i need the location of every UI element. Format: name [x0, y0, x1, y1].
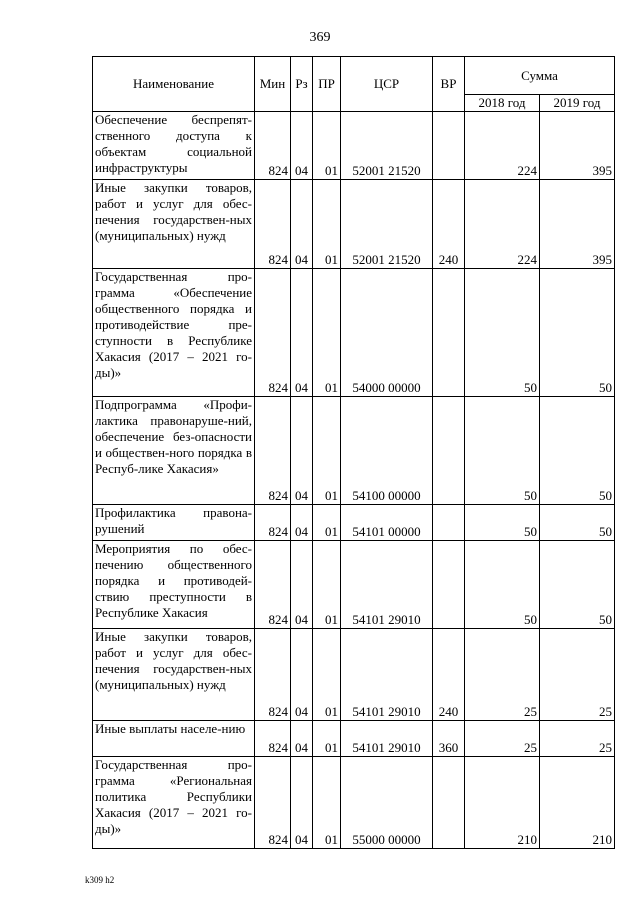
row-vr: 360 [433, 721, 465, 757]
row-vr [433, 269, 465, 397]
row-vr [433, 112, 465, 180]
row-sum-2019: 50 [540, 541, 615, 629]
row-name: Государственная про-грамма «Региональная политика Республики Хакасия (2017 – 2021 го-ды)» [93, 757, 255, 849]
row-name: Подпрограмма «Профи-лактика правонаруше-ний, обеспечение без-опасности и обществен-ного порядка в Респуб-лике Хакасия» [93, 397, 255, 505]
row-min: 824 [255, 721, 291, 757]
row-csr: 55000 00000 [341, 757, 433, 849]
row-min: 824 [255, 269, 291, 397]
footer-code: k309 h2 [85, 875, 115, 885]
row-sum-2019: 395 [540, 180, 615, 269]
row-csr: 52001 21520 [341, 180, 433, 269]
table-row [93, 112, 615, 180]
header-year-2019: 2019 год [540, 95, 615, 112]
header-vr: ВР [433, 57, 465, 112]
row-csr: 54101 00000 [341, 505, 433, 541]
table-row [93, 180, 615, 269]
row-rz: 04 [291, 505, 313, 541]
row-min: 824 [255, 180, 291, 269]
row-name: Обеспечение беспрепят-ственного доступа к объектам социальной инфраструктуры [93, 112, 255, 180]
row-csr: 52001 21520 [341, 112, 433, 180]
row-csr: 54100 00000 [341, 397, 433, 505]
row-pr: 01 [313, 112, 341, 180]
row-vr: 240 [433, 629, 465, 721]
row-rz: 04 [291, 180, 313, 269]
row-sum-2019: 50 [540, 505, 615, 541]
row-pr: 01 [313, 269, 341, 397]
row-pr: 01 [313, 541, 341, 629]
row-sum-2018: 50 [465, 541, 540, 629]
row-pr: 01 [313, 721, 341, 757]
row-sum-2018: 25 [465, 629, 540, 721]
row-sum-2019: 395 [540, 112, 615, 180]
row-rz: 04 [291, 541, 313, 629]
table-row [93, 541, 615, 629]
table-row [93, 397, 615, 505]
row-vr [433, 397, 465, 505]
row-sum-2018: 50 [465, 397, 540, 505]
row-min: 824 [255, 112, 291, 180]
row-sum-2018: 210 [465, 757, 540, 849]
row-sum-2018: 224 [465, 112, 540, 180]
row-name: Государственная про-грамма «Обеспечение общественного порядка и противодействие пре-ступности в Республике Хакасия (2017 – 2021 го-ды)» [93, 269, 255, 397]
header-min: Мин [255, 57, 291, 112]
row-csr: 54101 29010 [341, 629, 433, 721]
row-csr: 54101 29010 [341, 721, 433, 757]
row-min: 824 [255, 541, 291, 629]
row-rz: 04 [291, 397, 313, 505]
table-row [93, 721, 615, 757]
row-sum-2019: 50 [540, 397, 615, 505]
row-pr: 01 [313, 505, 341, 541]
row-sum-2018: 50 [465, 269, 540, 397]
row-name: Иные закупки товаров, работ и услуг для обес-печения государствен-ных (муниципальных) нужд [93, 629, 255, 721]
row-vr: 240 [433, 180, 465, 269]
row-rz: 04 [291, 112, 313, 180]
row-vr [433, 757, 465, 849]
header-year-2018: 2018 год [465, 95, 540, 112]
row-pr: 01 [313, 629, 341, 721]
row-min: 824 [255, 629, 291, 721]
row-min: 824 [255, 757, 291, 849]
row-sum-2018: 25 [465, 721, 540, 757]
row-min: 824 [255, 397, 291, 505]
row-csr: 54000 00000 [341, 269, 433, 397]
header-rz: Рз [291, 57, 313, 112]
row-name: Профилактика правона-рушений [93, 505, 255, 541]
row-vr [433, 541, 465, 629]
row-pr: 01 [313, 180, 341, 269]
row-sum-2018: 50 [465, 505, 540, 541]
row-vr [433, 505, 465, 541]
row-name: Иные закупки товаров, работ и услуг для обес-печения государствен-ных (муниципальных) нужд [93, 180, 255, 269]
row-sum-2019: 25 [540, 629, 615, 721]
row-sum-2019: 50 [540, 269, 615, 397]
row-sum-2019: 25 [540, 721, 615, 757]
row-min: 824 [255, 505, 291, 541]
row-pr: 01 [313, 397, 341, 505]
row-sum-2019: 210 [540, 757, 615, 849]
row-rz: 04 [291, 269, 313, 397]
row-csr: 54101 29010 [341, 541, 433, 629]
table-row [93, 269, 615, 397]
budget-table [92, 56, 615, 849]
row-name: Мероприятия по обес-печению общественного порядка и противодей-ствию преступности в Республике Хакасия [93, 541, 255, 629]
header-name: Наименование [93, 57, 255, 112]
page-number: 369 [309, 30, 331, 45]
row-sum-2018: 224 [465, 180, 540, 269]
row-pr: 01 [313, 757, 341, 849]
row-rz: 04 [291, 629, 313, 721]
header-sum: Сумма [465, 57, 615, 95]
header-csr: ЦСР [341, 57, 433, 112]
row-rz: 04 [291, 757, 313, 849]
table-row [93, 505, 615, 541]
row-rz: 04 [291, 721, 313, 757]
table-row [93, 757, 615, 849]
header-pr: ПР [313, 57, 341, 112]
table-row [93, 629, 615, 721]
row-name: Иные выплаты населе-нию [93, 721, 255, 757]
